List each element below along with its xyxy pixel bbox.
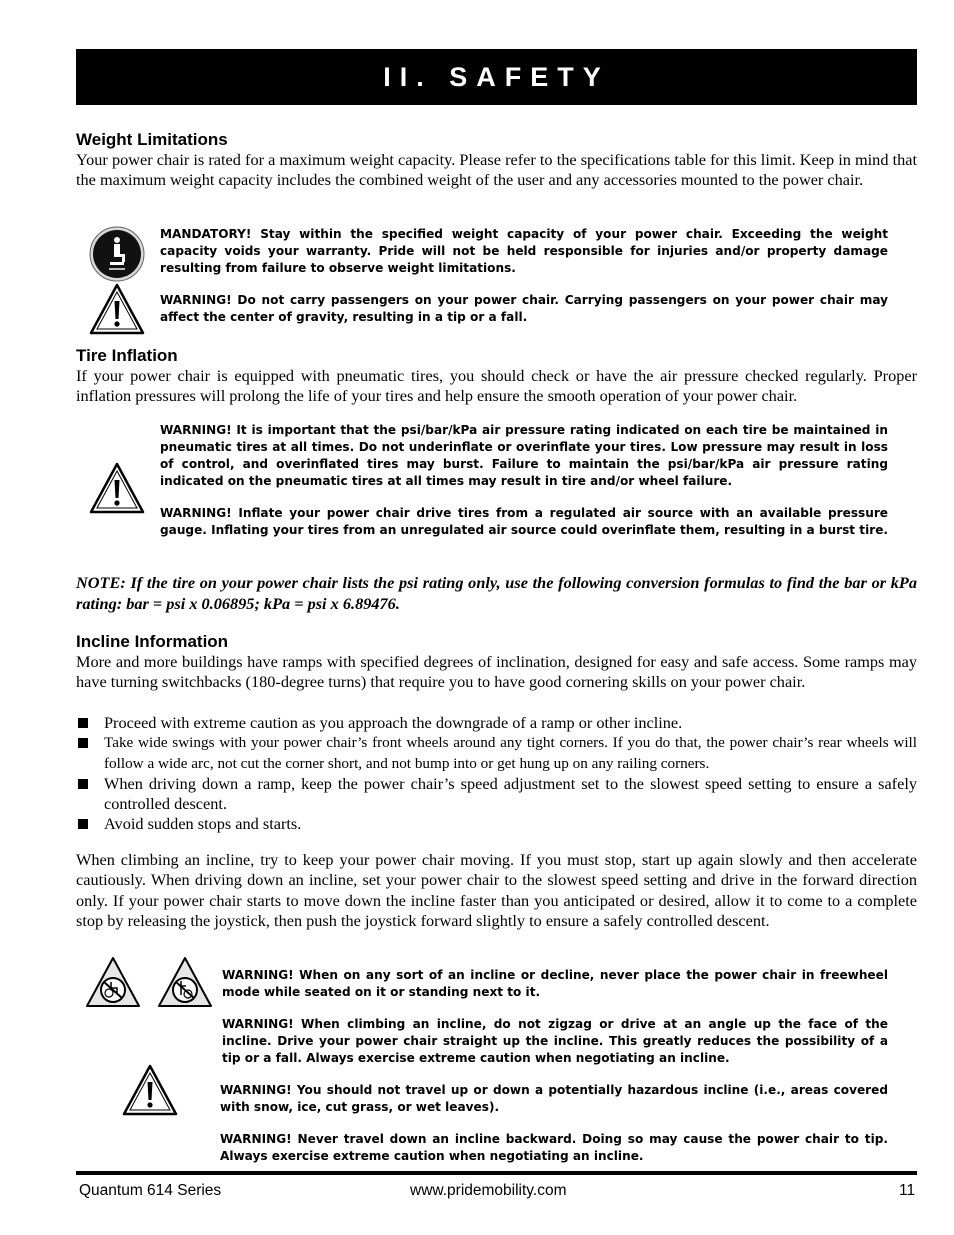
- incline-body: More and more buildings have ramps with specified degrees of inclination, designed for easy and safe access. Some ramps may have turning switchbacks (180-degree turns) that require you to have good cornering skills on your power chair.: [76, 652, 917, 692]
- incline-warning4-text: WARNING! Never travel down an incline backward. Doing so may cause the power chair to tip. Always exercise extreme caution when negotiating an incline.: [220, 1132, 888, 1163]
- incline-heading: Incline Information: [76, 632, 229, 651]
- list-item: Take wide swings with your power chair’s front wheels around any tight corners. If you do that, the power chair’s rear wheels will follow a wide arc, not cut the corner short, and not bump into or get hung up on any railing corners.: [76, 733, 917, 774]
- section-title: II. SAFETY: [383, 62, 610, 92]
- warning-triangle-icon: [89, 283, 145, 340]
- no-freewheel-seated-icon: [85, 956, 141, 1013]
- section-banner: [76, 49, 917, 105]
- incline-warning1-text: WARNING! When on any sort of an incline or decline, never place the power chair in freewheel mode while seated on it or standing next to it.: [222, 968, 888, 999]
- weight-capacity-icon: [89, 226, 145, 287]
- warning-triangle-icon: [122, 1064, 178, 1121]
- incline-body2: When climbing an incline, try to keep your power chair moving. If you must stop, start up again slowly and then accelerate cautiously. When driving down an incline, set your power chair to the slowest speed setting and drive in the forward direction only. If your power chair starts to move down the incline faster than you anticipated or desired, allow it to come to a complete stop by releasing the joystick, then push the joystick forward slightly to ensure a safely controlled descent.: [76, 850, 917, 930]
- list-item: Avoid sudden stops and starts.: [76, 814, 917, 834]
- list-item: Proceed with extreme caution as you approach the downgrade of a ramp or other incline.: [76, 713, 917, 733]
- bullet-square-icon: [78, 819, 88, 829]
- weight-mandatory-text: MANDATORY! Stay within the specified weight capacity of your power chair. Exceeding the weight capacity voids your warranty. Pride will not be held responsible for injuries and/or property damage resulting from failure to observe weight limitations.: [160, 227, 888, 275]
- weight-heading: Weight Limitations: [76, 130, 228, 149]
- weight-body: Your power chair is rated for a maximum weight capacity. Please refer to the specifications table for this limit. Keep in mind that the maximum weight capacity includes the combined weight of the user and any accessories mounted to the power chair.: [76, 150, 917, 190]
- tire-note: NOTE: If the tire on your power chair lists the psi rating only, use the following conversion formulas to find the bar or kPa rating: bar = psi x 0.06895; kPa = psi x 6.89476.: [76, 573, 917, 613]
- tire-heading: Tire Inflation: [76, 346, 178, 365]
- incline-warning2-text: WARNING! When climbing an incline, do not zigzag or drive at an angle up the face of the incline. Drive your power chair straight up the incline. This greatly reduces the possibility of a tip or a fall. Always exercise extreme caution when negotiating an incline.: [222, 1017, 888, 1065]
- no-freewheel-standing-icon: [157, 956, 213, 1013]
- tire-warning2-text: WARNING! Inflate your power chair drive tires from a regulated air source with an available pressure gauge. Inflating your tires from an unregulated air source could overinflate them, resulting in a burst tire.: [160, 506, 888, 537]
- footer-page-number: 11: [899, 1182, 916, 1199]
- warning-triangle-icon: [89, 462, 145, 519]
- incline-bullet-list: [76, 713, 917, 835]
- tire-warning1-text: WARNING! It is important that the psi/bar/kPa air pressure rating indicated on each tire be maintained in pneumatic tires at all times. Do not underinflate or overinflate your tires. Low pressure may result in loss of control, and overinflated tires may burst. Failure to maintain the psi/bar/kPa air pressure rating indicated on the pneumatic tires at all times may result in tire and/or wheel failure.: [160, 423, 888, 488]
- bullet-square-icon: [78, 738, 88, 748]
- footer-website-link[interactable]: www.pridemobility.com: [410, 1182, 567, 1199]
- footer-product-name: Quantum 614 Series: [79, 1182, 222, 1199]
- footer-rule: [76, 1171, 917, 1175]
- tire-body: If your power chair is equipped with pneumatic tires, you should check or have the air pressure checked regularly. Proper inflation pressures will prolong the life of your tires and help ensure the smooth operation of your power chair.: [76, 366, 917, 406]
- bullet-square-icon: [78, 779, 88, 789]
- list-item: When driving down a ramp, keep the power chair’s speed adjustment set to the slowest speed setting to ensure a safely controlled descent.: [76, 774, 917, 815]
- incline-warning3-text: WARNING! You should not travel up or down a potentially hazardous incline (i.e., areas covered with snow, ice, cut grass, or wet leaves).: [220, 1083, 888, 1114]
- bullet-square-icon: [78, 718, 88, 728]
- weight-warning-text: WARNING! Do not carry passengers on your power chair. Carrying passengers on your power chair may affect the center of gravity, resulting in a tip or a fall.: [160, 293, 888, 324]
